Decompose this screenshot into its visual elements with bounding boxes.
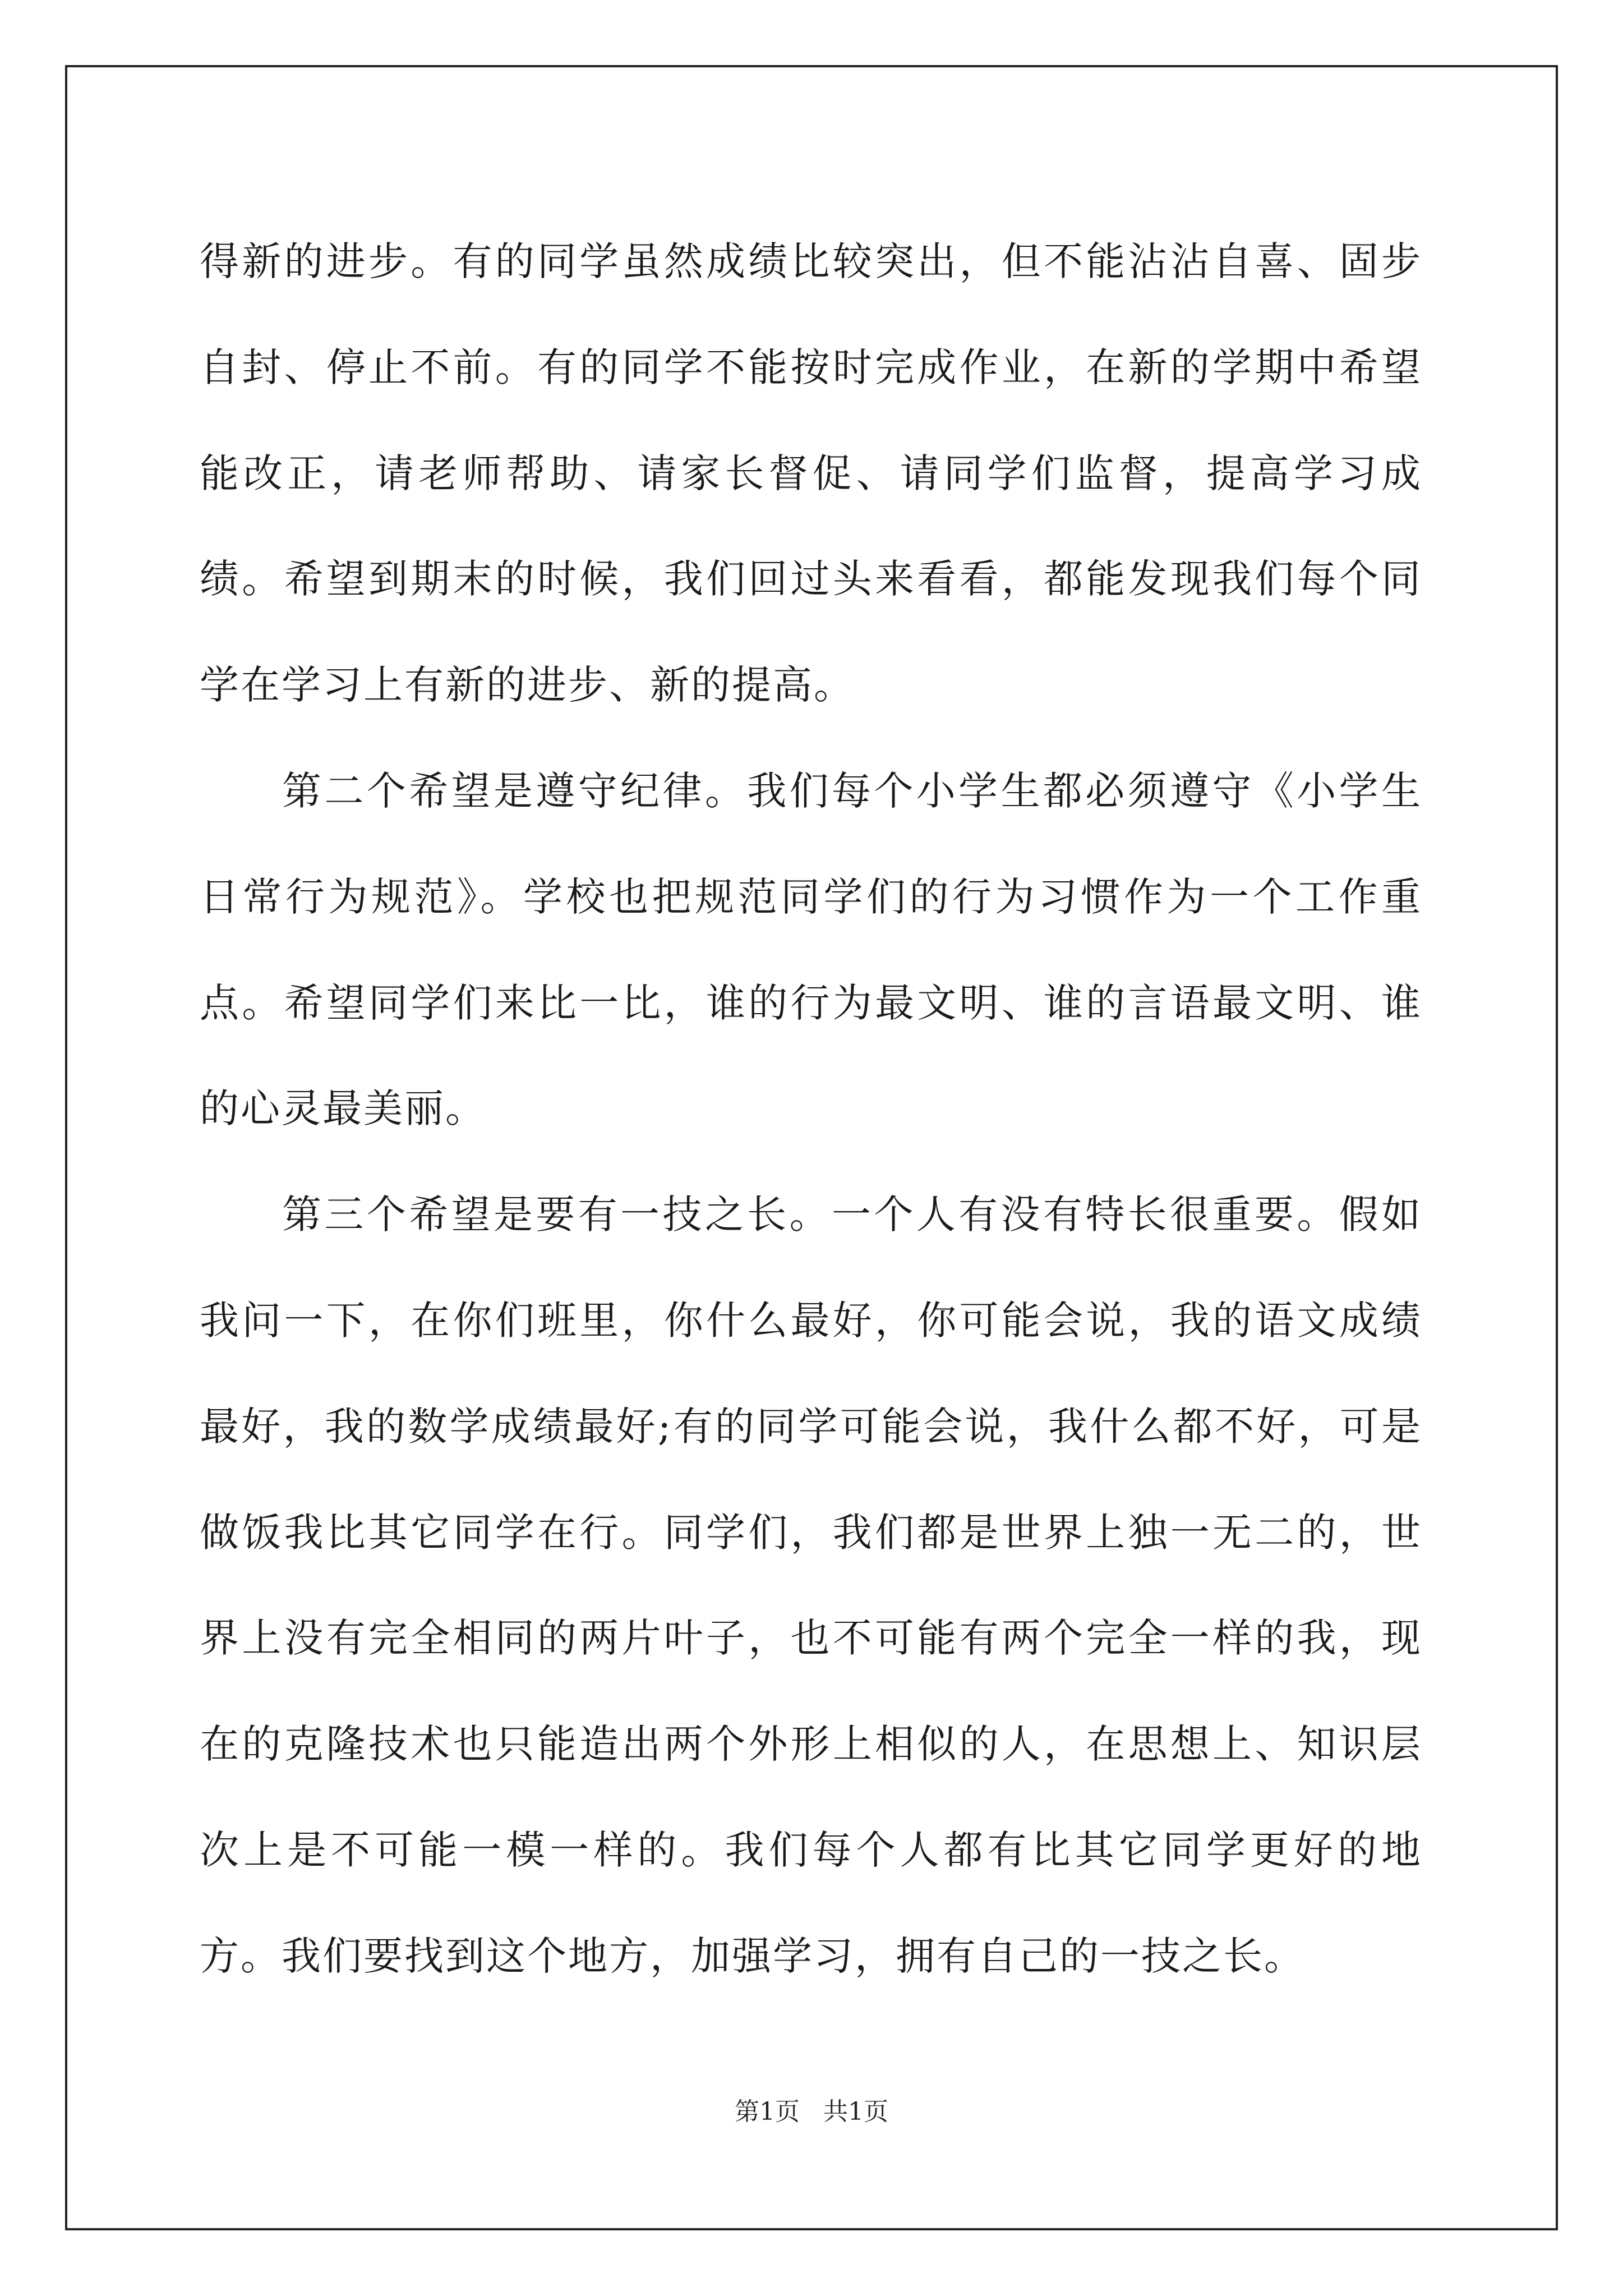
paragraph-1: 得新的进步。有的同学虽然成绩比较突出，但不能沾沾自喜、固步自封、停止不前。有的同学不能按时完成作业，在新的学期中希望能改正，请老师帮助、请家长督促、请同学们监督，提高学习成绩。希望到期末的时候，我们回过头来看看，都能发现我们每个同学在学习上有新的进步、新的提高。 [200,238,1422,708]
document-body [200,209,1422,2009]
paragraph-3: 第三个希望是要有一技之长。一个人有没有特长很重要。假如我问一下，在你们班里，你什么最好，你可能会说，我的语文成绩最好，我的数学成绩最好;有的同学可能会说，我什么都不好，可是做饭我比其它同学在行。同学们，我们都是世界上独一无二的，世界上没有完全相同的两片叶子，也不可能有两个完全一样的我，现在的克隆技术也只能造出两个外形上相似的人，在思想上、知识层次上是不可能一模一样的。我们每个人都有比其它同学更好的地方。我们要找到这个地方，加强学习，拥有自己的一技之长。 [200,1191,1422,1979]
paragraph-2: 第二个希望是遵守纪律。我们每个小学生都必须遵守《小学生日常行为规范》。学校也把规范同学们的行为习惯作为一个工作重点。希望同学们来比一比，谁的行为最文明、谁的言语最文明、谁的心灵最美丽。 [200,767,1422,1132]
page-number-footer: 第1页 共1页 [735,2097,888,2126]
